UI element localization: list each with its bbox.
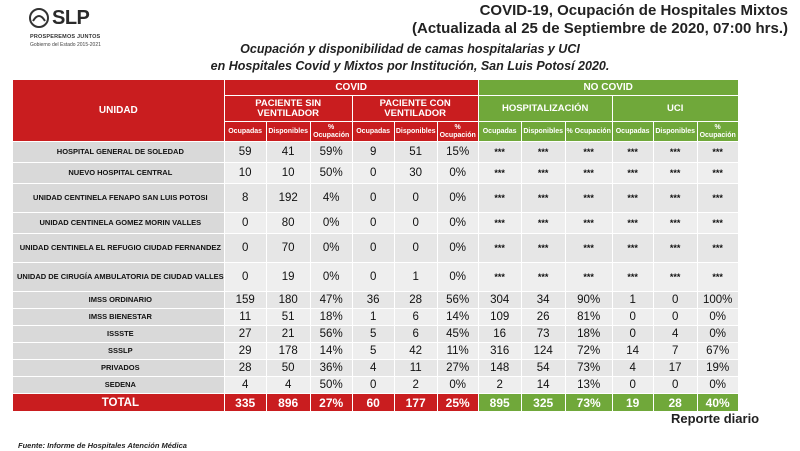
table-cell: 4 [224, 377, 266, 394]
slp-emblem-icon [28, 7, 50, 29]
page-title-date: (Actualizada al 25 de Septiembre de 2020, 07:00 hrs.) [412, 20, 788, 37]
table-cell: 73 [521, 326, 565, 343]
table-cell: *** [697, 184, 738, 213]
table-cell: 18% [310, 309, 352, 326]
table-cell: 81% [565, 309, 612, 326]
group-sin-ventilador: PACIENTE SIN VENTILADOR [224, 96, 352, 122]
table-cell: *** [478, 163, 521, 184]
total-cell: 325 [521, 394, 565, 412]
table-cell: 4 [352, 360, 394, 377]
table-cell: 56% [437, 292, 478, 309]
table-cell: *** [521, 234, 565, 263]
total-row [13, 394, 739, 412]
table-cell: *** [653, 263, 697, 292]
table-cell: 0% [310, 263, 352, 292]
table-cell: *** [653, 234, 697, 263]
table-subtitle-line1: Ocupación y disponibilidad de camas hospitalarias y UCI [240, 42, 580, 56]
unit-name: UNIDAD CENTINELA EL REFUGIO CIUDAD FERNANDEZ [13, 234, 225, 263]
table-cell: 6 [394, 309, 437, 326]
table-cell: *** [612, 142, 653, 163]
table-cell: 10 [224, 163, 266, 184]
table-cell: 11 [394, 360, 437, 377]
col-ocupadas: Ocupadas [224, 122, 266, 142]
table-cell: *** [521, 213, 565, 234]
unit-name: IMSS BIENESTAR [13, 309, 225, 326]
total-cell: 896 [266, 394, 310, 412]
total-cell: 60 [352, 394, 394, 412]
unit-name: SEDENA [13, 377, 225, 394]
col-pct-ocupacion: % Ocupación [697, 122, 738, 142]
table-cell: 192 [266, 184, 310, 213]
table-cell: 0% [437, 163, 478, 184]
table-cell: 0 [394, 184, 437, 213]
col-pct-ocupacion: % Ocupación [310, 122, 352, 142]
table-cell: *** [612, 163, 653, 184]
table-row [13, 326, 739, 343]
table-cell: 29 [224, 343, 266, 360]
table-cell: 0 [352, 377, 394, 394]
table-cell: 0 [352, 184, 394, 213]
table-cell: *** [478, 234, 521, 263]
table-cell: 0% [310, 213, 352, 234]
table-row [13, 292, 739, 309]
unit-name: PRIVADOS [13, 360, 225, 377]
table-cell: 27 [224, 326, 266, 343]
table-cell: 178 [266, 343, 310, 360]
table-row [13, 234, 739, 263]
table-cell: 30 [394, 163, 437, 184]
table-cell: 100% [697, 292, 738, 309]
table-cell: 6 [394, 326, 437, 343]
table-cell: 11 [224, 309, 266, 326]
group-uci: UCI [612, 96, 738, 122]
table-cell: 41 [266, 142, 310, 163]
logo-government: Gobierno del Estado 2015-2021 [30, 42, 101, 48]
table-cell: 0% [310, 234, 352, 263]
table-cell: 51 [266, 309, 310, 326]
table-cell: 15% [437, 142, 478, 163]
table-cell: 316 [478, 343, 521, 360]
logo-tagline: PROSPEREMOS JUNTOS [30, 34, 101, 40]
table-cell: *** [697, 234, 738, 263]
table-cell: 56% [310, 326, 352, 343]
table-cell: 28 [224, 360, 266, 377]
no-covid-header: NO COVID [478, 80, 738, 96]
table-cell: 16 [478, 326, 521, 343]
table-cell: *** [565, 234, 612, 263]
table-cell: 19 [266, 263, 310, 292]
table-cell: *** [697, 213, 738, 234]
group-hospitalizacion: HOSPITALIZACIÓN [478, 96, 612, 122]
table-cell: 10 [266, 163, 310, 184]
reporte-diario-label: Reporte diario [671, 411, 760, 426]
table-cell: *** [697, 142, 738, 163]
table-cell: *** [653, 163, 697, 184]
table-cell: *** [478, 142, 521, 163]
unit-name: ISSSTE [13, 326, 225, 343]
col-disponibles: Disponibles [521, 122, 565, 142]
table-cell: 26 [521, 309, 565, 326]
table-cell: *** [653, 184, 697, 213]
table-cell: 13% [565, 377, 612, 394]
table-cell: 14% [437, 309, 478, 326]
table-cell: 0% [437, 377, 478, 394]
total-cell: 27% [310, 394, 352, 412]
unit-name: HOSPITAL GENERAL DE SOLEDAD [13, 142, 225, 163]
table-cell: 0 [653, 292, 697, 309]
table-cell: 1 [612, 292, 653, 309]
table-cell: 50 [266, 360, 310, 377]
table-cell: 2 [478, 377, 521, 394]
total-cell: 25% [437, 394, 478, 412]
total-cell: 19 [612, 394, 653, 412]
unit-name: IMSS ORDINARIO [13, 292, 225, 309]
table-cell: 80 [266, 213, 310, 234]
table-row [13, 184, 739, 213]
table-cell: 0 [394, 234, 437, 263]
col-disponibles: Disponibles [394, 122, 437, 142]
table-cell: 1 [394, 263, 437, 292]
table-cell: *** [478, 213, 521, 234]
col-disponibles: Disponibles [266, 122, 310, 142]
page-title: COVID-19, Ocupación de Hospitales Mixtos [479, 2, 788, 19]
table-cell: 19% [697, 360, 738, 377]
table-subtitle-line2: en Hospitales Covid y Mixtos por Institución, San Luis Potosí 2020. [210, 59, 610, 73]
table-cell: 18% [565, 326, 612, 343]
table-cell: 0% [437, 184, 478, 213]
table-cell: *** [521, 142, 565, 163]
table-cell: 0% [437, 234, 478, 263]
table-cell: 0 [224, 234, 266, 263]
table-cell: 50% [310, 163, 352, 184]
table-cell: 2 [394, 377, 437, 394]
col-pct-ocupacion: % Ocupación [437, 122, 478, 142]
table-cell: 45% [437, 326, 478, 343]
table-cell: 50% [310, 377, 352, 394]
table-cell: 124 [521, 343, 565, 360]
unit-name: UNIDAD CENTINELA FENAPO SAN LUIS POTOSI [13, 184, 225, 213]
table-cell: 0% [697, 326, 738, 343]
table-cell: 27% [437, 360, 478, 377]
table-cell: 0 [224, 263, 266, 292]
table-cell: *** [697, 263, 738, 292]
table-cell: *** [521, 184, 565, 213]
table-cell: 0 [352, 213, 394, 234]
table-cell: 73% [565, 360, 612, 377]
table-cell: 4 [612, 360, 653, 377]
total-cell: 335 [224, 394, 266, 412]
table-cell: *** [565, 213, 612, 234]
table-cell: 0 [352, 163, 394, 184]
table-row [13, 360, 739, 377]
total-cell: 73% [565, 394, 612, 412]
table-cell: 28 [394, 292, 437, 309]
table-cell: 90% [565, 292, 612, 309]
table-cell: *** [612, 263, 653, 292]
col-pct-ocupacion: % Ocupación [565, 122, 612, 142]
table-cell: *** [565, 184, 612, 213]
table-cell: 17 [653, 360, 697, 377]
table-cell: 109 [478, 309, 521, 326]
table-row [13, 377, 739, 394]
unidad-header: UNIDAD [13, 80, 225, 142]
table-row [13, 142, 739, 163]
table-cell: 59% [310, 142, 352, 163]
slp-logo [22, 5, 132, 55]
table-cell: 47% [310, 292, 352, 309]
table-cell: 5 [352, 326, 394, 343]
table-cell: *** [697, 163, 738, 184]
total-cell: 177 [394, 394, 437, 412]
table-cell: 4% [310, 184, 352, 213]
unit-name: UNIDAD DE CIRUGÍA AMBULATORIA DE CIUDAD VALLES [13, 263, 225, 292]
table-cell: *** [612, 184, 653, 213]
table-cell: *** [521, 163, 565, 184]
table-cell: 1 [352, 309, 394, 326]
col-ocupadas: Ocupadas [352, 122, 394, 142]
table-cell: *** [565, 163, 612, 184]
table-cell: 0% [697, 309, 738, 326]
table-cell: 54 [521, 360, 565, 377]
table-cell: *** [612, 234, 653, 263]
table-cell: 0 [653, 377, 697, 394]
table-cell: 159 [224, 292, 266, 309]
table-cell: *** [653, 142, 697, 163]
table-cell: 304 [478, 292, 521, 309]
table-cell: 42 [394, 343, 437, 360]
table-cell: *** [478, 184, 521, 213]
table-cell: 0 [394, 213, 437, 234]
total-cell: 40% [697, 394, 738, 412]
table-cell: 5 [352, 343, 394, 360]
table-cell: 0 [352, 263, 394, 292]
table-cell: 0% [437, 263, 478, 292]
table-cell: 4 [266, 377, 310, 394]
table-cell: 11% [437, 343, 478, 360]
table-cell: 0 [612, 377, 653, 394]
total-cell: 895 [478, 394, 521, 412]
total-cell: 28 [653, 394, 697, 412]
table-cell: 70 [266, 234, 310, 263]
table-cell: 72% [565, 343, 612, 360]
table-row [13, 213, 739, 234]
table-cell: 51 [394, 142, 437, 163]
table-cell: 8 [224, 184, 266, 213]
table-cell: 0 [612, 326, 653, 343]
unit-name: NUEVO HOSPITAL CENTRAL [13, 163, 225, 184]
table-cell: 36 [352, 292, 394, 309]
table-cell: 59 [224, 142, 266, 163]
unit-name: UNIDAD CENTINELA GOMEZ MORIN VALLES [13, 213, 225, 234]
covid-header: COVID [224, 80, 478, 96]
table-cell: *** [521, 263, 565, 292]
table-cell: 21 [266, 326, 310, 343]
table-cell: 7 [653, 343, 697, 360]
unit-name: SSSLP [13, 343, 225, 360]
table-cell: 67% [697, 343, 738, 360]
table-cell: 180 [266, 292, 310, 309]
table-cell: 34 [521, 292, 565, 309]
table-cell: *** [478, 263, 521, 292]
table-cell: *** [565, 263, 612, 292]
table-row [13, 163, 739, 184]
table-cell: 14% [310, 343, 352, 360]
table-cell: 0 [653, 309, 697, 326]
table-cell: 0% [697, 377, 738, 394]
table-cell: *** [653, 213, 697, 234]
table-cell: 0 [352, 234, 394, 263]
occupancy-table [12, 79, 739, 412]
table-cell: 14 [521, 377, 565, 394]
table-row [13, 263, 739, 292]
total-label: TOTAL [13, 394, 225, 412]
source-note: Fuente: Informe de Hospitales Atención Médica [18, 441, 187, 450]
table-row [13, 343, 739, 360]
table-cell: 148 [478, 360, 521, 377]
col-disponibles: Disponibles [653, 122, 697, 142]
table-cell: 9 [352, 142, 394, 163]
table-cell: 4 [653, 326, 697, 343]
group-con-ventilador: PACIENTE CON VENTILADOR [352, 96, 478, 122]
table-cell: *** [565, 142, 612, 163]
col-ocupadas: Ocupadas [612, 122, 653, 142]
table-cell: 14 [612, 343, 653, 360]
table-cell: 0% [437, 213, 478, 234]
table-row [13, 309, 739, 326]
table-cell: 0 [224, 213, 266, 234]
table-cell: *** [612, 213, 653, 234]
col-ocupadas: Ocupadas [478, 122, 521, 142]
table-cell: 0 [612, 309, 653, 326]
table-cell: 36% [310, 360, 352, 377]
logo-text: SLP [52, 7, 90, 29]
